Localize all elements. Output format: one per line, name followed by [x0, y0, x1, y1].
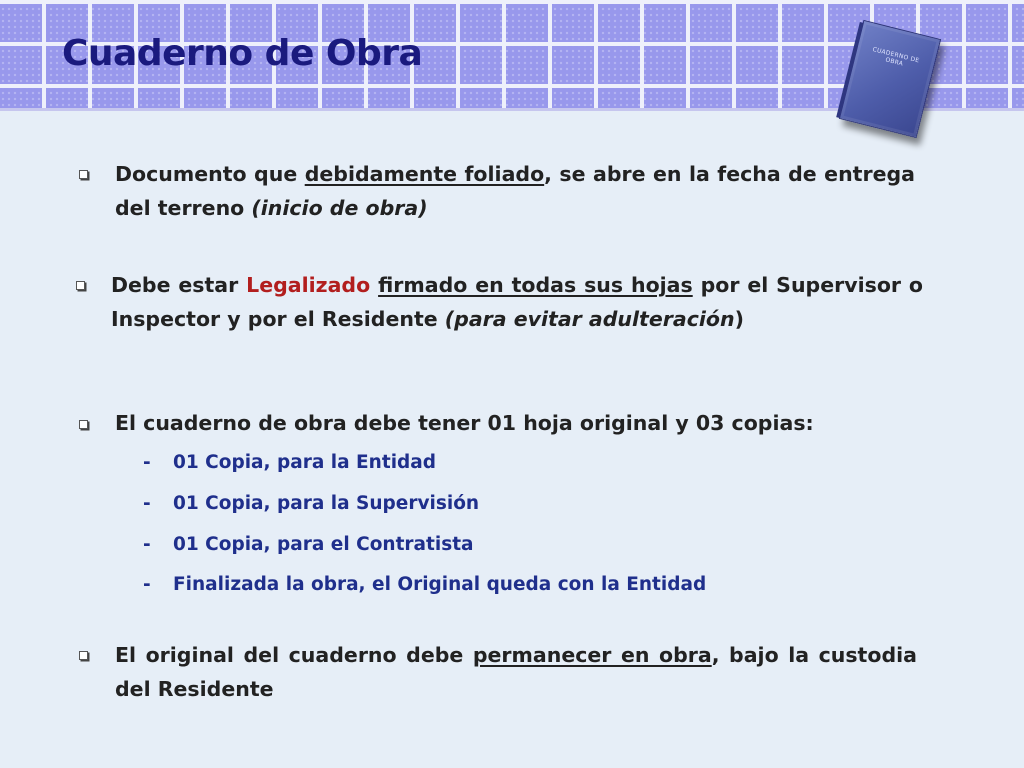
- sub-item-dash: -: [143, 534, 151, 555]
- slide-title: Cuaderno de Obra: [62, 33, 423, 74]
- sub-item-text: 01 Copia, para la Supervisión: [173, 493, 480, 514]
- bullet-square-icon: [79, 420, 88, 429]
- sub-item-1: [143, 452, 436, 473]
- legalizado-highlight: Legalizado: [246, 273, 371, 297]
- bullet-2-text: Debe estar: [111, 273, 247, 297]
- notebook-cover-text: CUADERNO DE OBRA: [871, 46, 921, 68]
- bullet-square-icon: [76, 281, 85, 290]
- bullet-square-icon: [79, 170, 88, 179]
- sub-item-2: [143, 493, 479, 514]
- bullet-2-text-cont: por el Supervisor o Inspector y por el Residente: [111, 273, 923, 331]
- bullet-paragraph-2: [111, 268, 923, 336]
- bullet-2-underlined: firmado en todas sus hojas: [378, 273, 693, 297]
- sub-item-text: Finalizada la obra, el Original queda con la Entidad: [173, 574, 707, 595]
- bullet-paragraph-1: [115, 157, 915, 225]
- bullet-4-text: El original del cuaderno debe: [115, 643, 473, 667]
- bullet-1-text: Documento que: [115, 162, 305, 186]
- bullet-1-text-cont: , se abre en la fecha de entrega del terreno: [115, 162, 915, 220]
- bullet-paragraph-4: [115, 638, 917, 706]
- sub-item-3: [143, 534, 474, 555]
- bullet-square-icon: [79, 651, 88, 660]
- sub-item-dash: -: [143, 452, 151, 473]
- sub-item-dash: -: [143, 574, 151, 595]
- sub-item-text: 01 Copia, para la Entidad: [173, 452, 437, 473]
- sub-item-4: [143, 574, 706, 595]
- bullet-2-space: [370, 273, 378, 297]
- sub-item-dash: -: [143, 493, 151, 514]
- bullet-4-underlined: permanecer en obra: [472, 643, 712, 667]
- bullet-1-italic: (inicio de obra): [251, 196, 428, 220]
- bullet-2-italic: (para evitar adulteración: [444, 307, 735, 331]
- sub-item-text: 01 Copia, para el Contratista: [173, 534, 474, 555]
- bullet-4-text-cont: , bajo la custodia del Residente: [115, 643, 917, 701]
- bullet-1-underlined: debidamente foliado: [304, 162, 545, 186]
- bullet-2-close: ): [734, 307, 744, 331]
- bullet-paragraph-3: El cuaderno de obra debe tener 01 hoja original y 03 copias:: [115, 411, 814, 435]
